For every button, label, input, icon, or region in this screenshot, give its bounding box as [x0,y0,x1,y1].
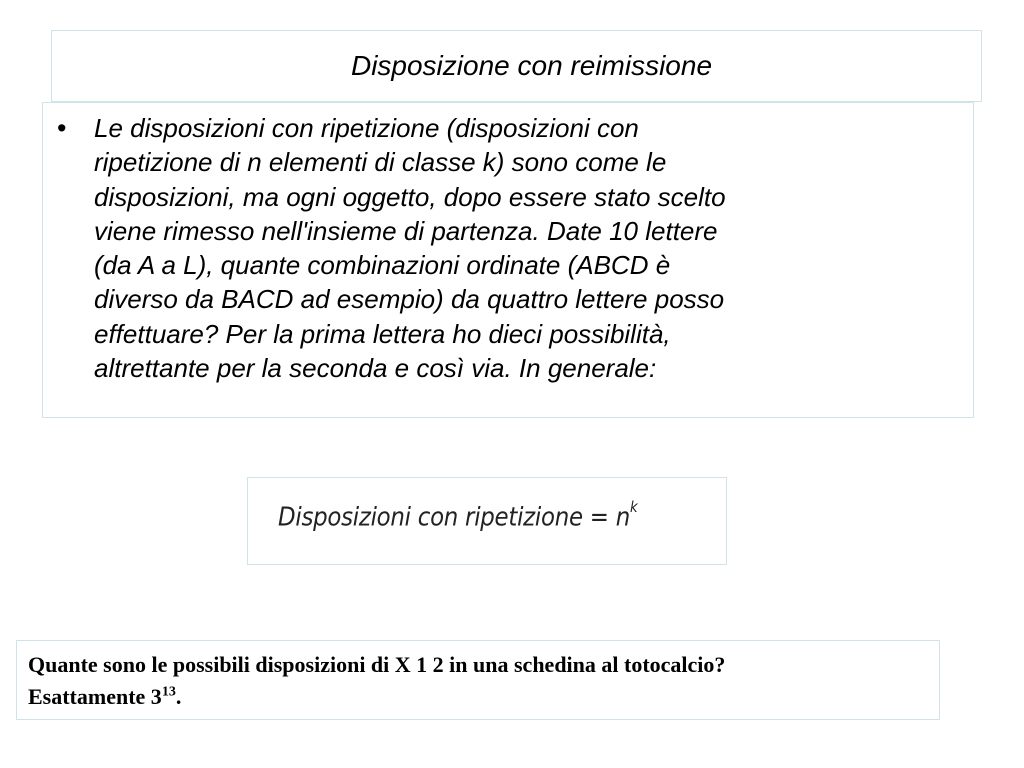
question-text [28,649,933,713]
bullet-marker: • [57,113,67,143]
answer-exponent: 13 [161,684,176,700]
slide-title: Disposizione con reimissione [350,50,713,81]
formula-base: n [615,502,630,533]
question-line: Quante sono le possibili disposizioni di X 1 2 in una schedina al totocalcio? [28,652,726,677]
answer-prefix: Esattamente 3 [28,684,162,709]
formula-lhs: Disposizioni con ripetizione [278,502,583,533]
formula [278,498,638,533]
formula-image-box [247,477,727,565]
body-text-box [42,102,974,418]
formula-operator: = [589,502,609,533]
answer-suffix: . [175,684,182,709]
body-paragraph: Le disposizioni con ripetizione (disposizioni con ripetizione di n elementi di classe k) sono come le disposizioni, ma ogni oggetto, dopo essere stato scelto viene rimesso nell'insieme di partenza. Date 10 lettere (da A a L), quante combinazioni ordinate (ABCD è diverso da BACD ad esempio) da quattro lettere posso effettuare? Per la prima lettera ho dieci possibilità, altrettante per la seconda e così via. In generale: [94,113,726,384]
formula-exponent: k [629,498,638,516]
title-box [51,30,982,102]
question-box [16,640,940,720]
